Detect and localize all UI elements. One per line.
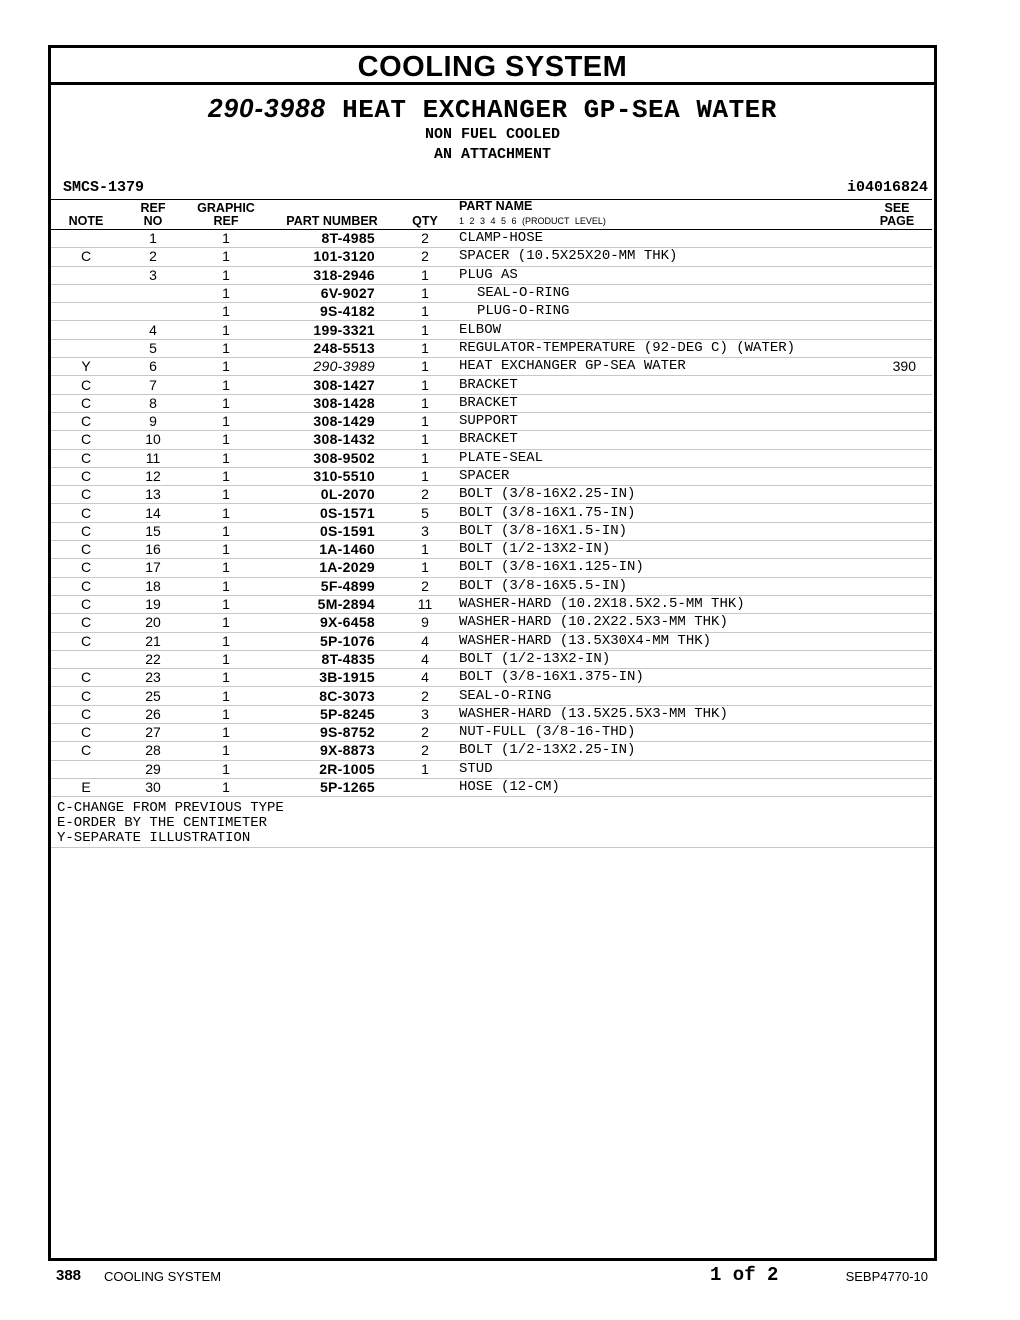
row-graphic-ref: 1 — [185, 669, 267, 687]
row-part-name: STUD — [453, 760, 862, 778]
row-note: C — [51, 669, 121, 687]
row-see-page — [862, 632, 932, 650]
row-see-page — [862, 449, 932, 467]
row-ref-no: 13 — [121, 486, 185, 504]
row-part-number[interactable]: 308-9502 — [267, 449, 397, 467]
row-graphic-ref: 1 — [185, 778, 267, 796]
row-graphic-ref: 1 — [185, 467, 267, 485]
row-note: C — [51, 522, 121, 540]
row-ref-no — [121, 303, 185, 321]
table-row — [51, 522, 932, 540]
col-note: NOTE — [51, 200, 121, 230]
table-row — [51, 778, 932, 796]
table-row — [51, 303, 932, 321]
row-qty: 4 — [397, 669, 453, 687]
table-row — [51, 632, 932, 650]
row-ref-no: 6 — [121, 358, 185, 376]
row-part-name: WASHER-HARD (13.5X30X4-MM THK) — [453, 632, 862, 650]
row-qty: 1 — [397, 376, 453, 394]
row-part-name: SEAL-O-RING — [453, 284, 862, 302]
col-see-page: SEE PAGE — [862, 200, 932, 230]
row-ref-no: 5 — [121, 339, 185, 357]
row-ref-no: 1 — [121, 230, 185, 248]
row-qty: 2 — [397, 577, 453, 595]
document-id: i04016824 — [846, 179, 928, 196]
row-part-number[interactable]: 5P-1076 — [267, 632, 397, 650]
row-part-name: BOLT (3/8-16X1.5-IN) — [453, 522, 862, 540]
row-part-number[interactable]: 1A-1460 — [267, 541, 397, 559]
notes-legend — [51, 797, 934, 848]
row-part-number[interactable]: 9S-4182 — [267, 303, 397, 321]
note-c: C-CHANGE FROM PREVIOUS TYPE — [57, 800, 284, 817]
col-part-name: PART NAME 1 2 3 4 5 6 (PRODUCT LEVEL) — [453, 200, 862, 230]
row-part-number[interactable]: 9X-8873 — [267, 742, 397, 760]
row-see-page — [862, 778, 932, 796]
row-part-name: PLATE-SEAL — [453, 449, 862, 467]
table-row — [51, 760, 932, 778]
row-ref-no: 4 — [121, 321, 185, 339]
row-qty: 2 — [397, 687, 453, 705]
row-note: C — [51, 742, 121, 760]
row-see-page — [862, 522, 932, 540]
row-qty: 2 — [397, 248, 453, 266]
row-see-page — [862, 705, 932, 723]
row-graphic-ref: 1 — [185, 376, 267, 394]
table-row — [51, 449, 932, 467]
row-note: Y — [51, 358, 121, 376]
table-row — [51, 339, 932, 357]
row-part-name: BOLT (3/8-16X5.5-IN) — [453, 577, 862, 595]
row-ref-no: 9 — [121, 412, 185, 430]
table-row — [51, 742, 932, 760]
row-part-number[interactable]: 5P-8245 — [267, 705, 397, 723]
table-row — [51, 358, 932, 376]
parts-table — [51, 199, 932, 797]
row-part-name: BOLT (3/8-16X1.375-IN) — [453, 669, 862, 687]
table-header — [51, 200, 932, 230]
smcs-code: SMCS-1379 — [63, 179, 145, 196]
table-row — [51, 321, 932, 339]
row-note: C — [51, 431, 121, 449]
row-qty: 1 — [397, 394, 453, 412]
row-part-number[interactable]: 8T-4985 — [267, 230, 397, 248]
row-graphic-ref: 1 — [185, 412, 267, 430]
row-graphic-ref: 1 — [185, 449, 267, 467]
table-row — [51, 266, 932, 284]
row-part-name: ELBOW — [453, 321, 862, 339]
table-row — [51, 577, 932, 595]
row-part-name: BOLT (3/8-16X1.75-IN) — [453, 504, 862, 522]
row-note: C — [51, 541, 121, 559]
row-note: C — [51, 577, 121, 595]
table-row — [51, 376, 932, 394]
row-part-number[interactable]: 0S-1591 — [267, 522, 397, 540]
group-part-number[interactable]: 290-3988 — [208, 93, 326, 123]
row-part-name: BRACKET — [453, 431, 862, 449]
row-note: C — [51, 467, 121, 485]
row-part-number[interactable]: 318-2946 — [267, 266, 397, 284]
col-qty: QTY — [397, 200, 453, 230]
row-part-name: BRACKET — [453, 376, 862, 394]
table-row — [51, 724, 932, 742]
row-see-page — [862, 760, 932, 778]
row-ref-no: 11 — [121, 449, 185, 467]
row-note — [51, 339, 121, 357]
row-see-page[interactable]: 390 — [862, 358, 932, 376]
row-see-page — [862, 595, 932, 613]
row-qty: 1 — [397, 303, 453, 321]
row-part-number[interactable]: 9S-8752 — [267, 724, 397, 742]
table-row — [51, 541, 932, 559]
row-graphic-ref: 1 — [185, 650, 267, 668]
row-ref-no: 15 — [121, 522, 185, 540]
page-footer — [56, 1264, 928, 1286]
row-note — [51, 284, 121, 302]
row-part-name: BRACKET — [453, 394, 862, 412]
note-y: Y-SEPARATE ILLUSTRATION — [57, 830, 251, 847]
group-name: HEAT EXCHANGER GP-SEA WATER — [342, 95, 777, 125]
row-ref-no: 21 — [121, 632, 185, 650]
row-part-number[interactable]: 308-1428 — [267, 394, 397, 412]
row-qty: 2 — [397, 486, 453, 504]
row-note: C — [51, 595, 121, 613]
table-row — [51, 486, 932, 504]
row-see-page — [862, 486, 932, 504]
row-graphic-ref: 1 — [185, 687, 267, 705]
row-qty: 1 — [397, 449, 453, 467]
row-part-number[interactable]: 1A-2029 — [267, 559, 397, 577]
row-part-name: WASHER-HARD (10.2X22.5X3-MM THK) — [453, 614, 862, 632]
row-graphic-ref: 1 — [185, 632, 267, 650]
row-graphic-ref: 1 — [185, 248, 267, 266]
row-part-name: BOLT (1/2-13X2-IN) — [453, 541, 862, 559]
row-see-page — [862, 321, 932, 339]
row-note — [51, 230, 121, 248]
row-graphic-ref: 1 — [185, 431, 267, 449]
row-graphic-ref: 1 — [185, 705, 267, 723]
row-graphic-ref: 1 — [185, 303, 267, 321]
row-see-page — [862, 614, 932, 632]
row-part-number[interactable]: 248-5513 — [267, 339, 397, 357]
row-part-name: BOLT (3/8-16X1.125-IN) — [453, 559, 862, 577]
row-see-page — [862, 339, 932, 357]
row-note — [51, 266, 121, 284]
row-part-name: HOSE (12-CM) — [453, 778, 862, 796]
heading-line-2: NON FUEL COOLED — [424, 126, 561, 143]
row-graphic-ref: 1 — [185, 230, 267, 248]
row-ref-no: 2 — [121, 248, 185, 266]
row-part-number[interactable]: 0S-1571 — [267, 504, 397, 522]
row-part-number[interactable]: 199-3321 — [267, 321, 397, 339]
col-graphic-ref: GRAPHIC REF — [185, 200, 267, 230]
row-qty: 1 — [397, 266, 453, 284]
row-part-number[interactable]: 308-1427 — [267, 376, 397, 394]
footer-doc-number: SEBP4770-10 — [845, 1269, 928, 1284]
row-qty: 4 — [397, 650, 453, 668]
footer-section: COOLING SYSTEM — [104, 1269, 222, 1284]
row-qty: 2 — [397, 742, 453, 760]
table-row — [51, 595, 932, 613]
row-qty: 1 — [397, 559, 453, 577]
row-graphic-ref: 1 — [185, 522, 267, 540]
row-ref-no: 23 — [121, 669, 185, 687]
row-note: C — [51, 705, 121, 723]
table-row — [51, 431, 932, 449]
row-qty: 1 — [397, 412, 453, 430]
row-part-name: BOLT (1/2-13X2-IN) — [453, 650, 862, 668]
row-qty: 2 — [397, 724, 453, 742]
row-part-number[interactable]: 101-3120 — [267, 248, 397, 266]
row-ref-no: 26 — [121, 705, 185, 723]
product-level-label: 1 2 3 4 5 6 (PRODUCT LEVEL) — [459, 216, 606, 226]
table-row — [51, 669, 932, 687]
row-note: C — [51, 614, 121, 632]
row-graphic-ref: 1 — [185, 284, 267, 302]
row-ref-no: 30 — [121, 778, 185, 796]
row-graphic-ref: 1 — [185, 358, 267, 376]
row-ref-no: 16 — [121, 541, 185, 559]
row-see-page — [862, 266, 932, 284]
row-ref-no: 8 — [121, 394, 185, 412]
row-note: C — [51, 376, 121, 394]
note-e: E-ORDER BY THE CENTIMETER — [57, 815, 268, 832]
row-part-number[interactable]: 5P-1265 — [267, 778, 397, 796]
row-part-name: SPACER (10.5X25X20-MM THK) — [453, 248, 862, 266]
table-row — [51, 467, 932, 485]
row-graphic-ref: 1 — [185, 339, 267, 357]
row-see-page — [862, 303, 932, 321]
table-row — [51, 705, 932, 723]
table-row — [51, 230, 932, 248]
row-qty: 1 — [397, 284, 453, 302]
row-graphic-ref: 1 — [185, 742, 267, 760]
page-frame — [48, 45, 937, 1261]
row-ref-no: 22 — [121, 650, 185, 668]
row-part-name: CLAMP-HOSE — [453, 230, 862, 248]
table-row — [51, 687, 932, 705]
row-part-name: NUT-FULL (3/8-16-THD) — [453, 724, 862, 742]
row-see-page — [862, 394, 932, 412]
row-see-page — [862, 467, 932, 485]
row-see-page — [862, 559, 932, 577]
row-part-name: BOLT (1/2-13X2.25-IN) — [453, 742, 862, 760]
row-graphic-ref: 1 — [185, 760, 267, 778]
row-qty: 1 — [397, 760, 453, 778]
row-part-number[interactable]: 3B-1915 — [267, 669, 397, 687]
row-note — [51, 303, 121, 321]
row-note — [51, 321, 121, 339]
row-see-page — [862, 669, 932, 687]
footer-page-number: 388 — [56, 1267, 82, 1284]
row-see-page — [862, 687, 932, 705]
row-note: C — [51, 412, 121, 430]
row-ref-no: 7 — [121, 376, 185, 394]
heading-line-3: AN ATTACHMENT — [433, 146, 552, 163]
table-row — [51, 412, 932, 430]
table-row — [51, 248, 932, 266]
row-graphic-ref: 1 — [185, 541, 267, 559]
row-graphic-ref: 1 — [185, 321, 267, 339]
row-see-page — [862, 724, 932, 742]
row-part-number[interactable]: 308-1432 — [267, 431, 397, 449]
row-graphic-ref: 1 — [185, 394, 267, 412]
row-ref-no: 29 — [121, 760, 185, 778]
row-graphic-ref: 1 — [185, 504, 267, 522]
row-see-page — [862, 504, 932, 522]
row-qty: 1 — [397, 358, 453, 376]
row-ref-no: 10 — [121, 431, 185, 449]
row-part-name: PLUG AS — [453, 266, 862, 284]
row-note: E — [51, 778, 121, 796]
row-part-number[interactable]: 8T-4835 — [267, 650, 397, 668]
row-qty: 1 — [397, 467, 453, 485]
row-part-name: WASHER-HARD (10.2X18.5X2.5-MM THK) — [453, 595, 862, 613]
footer-page-of: 1 of 2 — [710, 1264, 779, 1286]
col-ref-no: REF NO — [121, 200, 185, 230]
row-ref-no: 3 — [121, 266, 185, 284]
row-part-name: SUPPORT — [453, 412, 862, 430]
row-note: C — [51, 394, 121, 412]
row-qty: 2 — [397, 230, 453, 248]
col-part-number: PART NUMBER — [267, 200, 397, 230]
row-ref-no: 14 — [121, 504, 185, 522]
row-part-number[interactable]: 308-1429 — [267, 412, 397, 430]
row-part-number[interactable]: 0L-2070 — [267, 486, 397, 504]
row-graphic-ref: 1 — [185, 614, 267, 632]
row-see-page — [862, 541, 932, 559]
row-ref-no: 28 — [121, 742, 185, 760]
row-part-number[interactable]: 5M-2894 — [267, 595, 397, 613]
row-note: C — [51, 504, 121, 522]
row-note: C — [51, 248, 121, 266]
row-see-page — [862, 230, 932, 248]
row-part-name: REGULATOR-TEMPERATURE (92-DEG C) (WATER) — [453, 339, 862, 357]
row-note: C — [51, 724, 121, 742]
row-qty — [397, 778, 453, 796]
row-see-page — [862, 650, 932, 668]
row-graphic-ref: 1 — [185, 577, 267, 595]
row-qty: 3 — [397, 522, 453, 540]
row-note: C — [51, 559, 121, 577]
table-row — [51, 614, 932, 632]
row-qty: 11 — [397, 595, 453, 613]
row-part-number[interactable]: 6V-9027 — [267, 284, 397, 302]
row-part-number[interactable]: 310-5510 — [267, 467, 397, 485]
row-part-number[interactable]: 9X-6458 — [267, 614, 397, 632]
row-ref-no: 27 — [121, 724, 185, 742]
page-title: COOLING SYSTEM — [51, 48, 934, 85]
row-see-page — [862, 431, 932, 449]
row-part-number[interactable]: 5F-4899 — [267, 577, 397, 595]
row-note: C — [51, 687, 121, 705]
row-part-name: PLUG-O-RING — [453, 303, 862, 321]
row-see-page — [862, 284, 932, 302]
row-graphic-ref: 1 — [185, 486, 267, 504]
row-note — [51, 760, 121, 778]
row-ref-no: 18 — [121, 577, 185, 595]
row-qty: 1 — [397, 339, 453, 357]
table-row — [51, 559, 932, 577]
row-ref-no: 25 — [121, 687, 185, 705]
row-qty: 1 — [397, 321, 453, 339]
row-ref-no: 12 — [121, 467, 185, 485]
row-graphic-ref: 1 — [185, 266, 267, 284]
row-see-page — [862, 248, 932, 266]
row-see-page — [862, 412, 932, 430]
row-part-number[interactable]: 2R-1005 — [267, 760, 397, 778]
table-row — [51, 284, 932, 302]
row-ref-no: 20 — [121, 614, 185, 632]
row-part-name: BOLT (3/8-16X2.25-IN) — [453, 486, 862, 504]
row-see-page — [862, 577, 932, 595]
row-graphic-ref: 1 — [185, 724, 267, 742]
row-part-number[interactable]: 290-3989 — [267, 358, 397, 376]
row-qty: 3 — [397, 705, 453, 723]
row-qty: 1 — [397, 541, 453, 559]
row-ref-no: 19 — [121, 595, 185, 613]
row-part-name: SPACER — [453, 467, 862, 485]
group-heading — [51, 93, 934, 125]
table-row — [51, 504, 932, 522]
row-see-page — [862, 742, 932, 760]
row-note: C — [51, 449, 121, 467]
row-qty: 4 — [397, 632, 453, 650]
table-row — [51, 650, 932, 668]
table-row — [51, 394, 932, 412]
row-qty: 9 — [397, 614, 453, 632]
row-see-page — [862, 376, 932, 394]
row-ref-no: 17 — [121, 559, 185, 577]
row-part-name: SEAL-O-RING — [453, 687, 862, 705]
row-qty: 1 — [397, 431, 453, 449]
row-graphic-ref: 1 — [185, 595, 267, 613]
row-note — [51, 650, 121, 668]
row-part-name: HEAT EXCHANGER GP-SEA WATER — [453, 358, 862, 376]
row-ref-no — [121, 284, 185, 302]
row-part-name: WASHER-HARD (13.5X25.5X3-MM THK) — [453, 705, 862, 723]
row-qty: 5 — [397, 504, 453, 522]
row-part-number[interactable]: 8C-3073 — [267, 687, 397, 705]
row-graphic-ref: 1 — [185, 559, 267, 577]
meta-row — [51, 175, 934, 197]
row-note: C — [51, 632, 121, 650]
row-note: C — [51, 486, 121, 504]
